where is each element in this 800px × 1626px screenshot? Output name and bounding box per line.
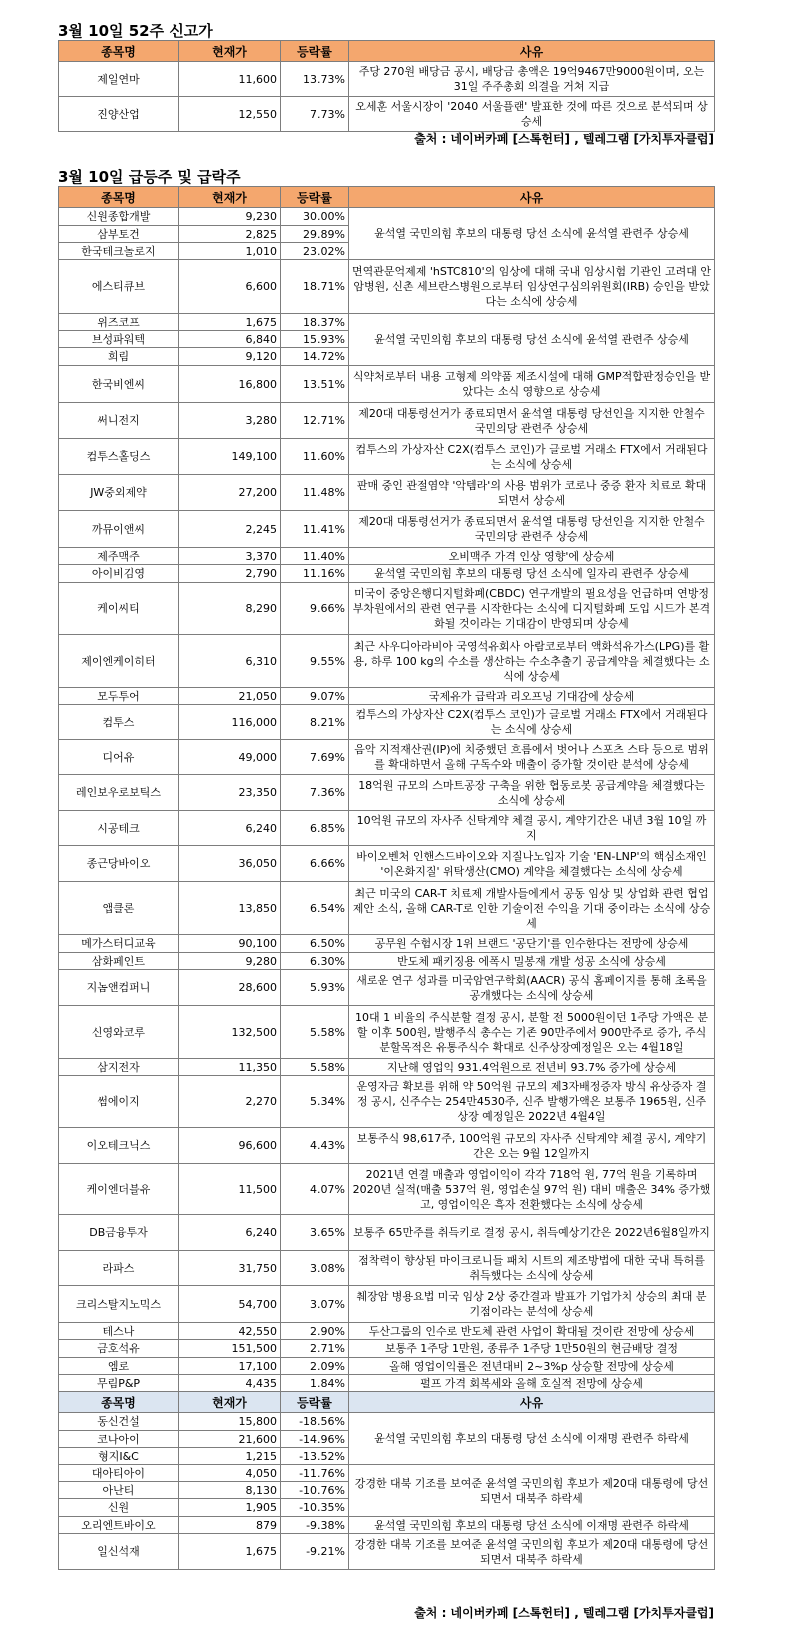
table-row	[59, 1286, 715, 1323]
table-row	[59, 970, 715, 1006]
table-row	[59, 208, 715, 226]
reason: 제20대 대통령선거가 종료되면서 윤석열 대통령 당선인을 지지한 안철수 국민의당 관련주 상승세	[349, 511, 715, 548]
stock-name: DB금융투자	[59, 1215, 179, 1251]
reason: 췌장암 병용요법 미국 임상 2상 중간결과 발표가 기업가치 상승의 최대 분기점이라는 분석에 상승세	[349, 1286, 715, 1323]
stock-name: 대아티아이	[59, 1465, 179, 1482]
change-rate: 3.08%	[281, 1251, 349, 1286]
table-row	[59, 97, 715, 132]
reason: 최근 사우디아라비아 국영석유회사 아람코로부터 액화석유가스(LPG)를 활용, 하루 100 kg의 수소를 생산하는 수소추출기 공급계약을 체결했다는 소식에 상승세	[349, 635, 715, 688]
stock-name: 모두투어	[59, 688, 179, 705]
reason: 최근 미국의 CAR-T 치료제 개발사들에게서 공동 임상 및 상업화 관련 협업 제안 소식, 올해 CAR-T로 인한 기술이전 수익을 기대 중이라는 소식에 상승세	[349, 882, 715, 935]
current-price: 23,350	[179, 775, 281, 811]
stock-name: 위즈코프	[59, 314, 179, 331]
change-rate: 6.50%	[281, 935, 349, 953]
change-rate: 11.48%	[281, 475, 349, 511]
table-row	[59, 1340, 715, 1358]
current-price: 116,000	[179, 705, 281, 740]
current-price: 27,200	[179, 475, 281, 511]
reason: 펄프 가격 회복세와 올해 호실적 전망에 상승세	[349, 1375, 715, 1392]
reason: 강경한 대북 기조를 보여준 윤석열 국민의힘 후보가 제20대 대통령에 당선되면서 대북주 하락세	[349, 1465, 715, 1517]
stock-name: JW중외제약	[59, 475, 179, 511]
change-rate: 5.93%	[281, 970, 349, 1006]
losers-header-price: 현재가	[179, 1392, 281, 1413]
stock-name: 삼화페인트	[59, 953, 179, 970]
current-price: 21,050	[179, 688, 281, 705]
change-rate: 11.41%	[281, 511, 349, 548]
current-price: 9,120	[179, 348, 281, 366]
table-row	[59, 1006, 715, 1059]
reason: 미국이 중앙은행디지털화폐(CBDC) 연구개발의 필요성을 언급하며 연방정부차원에서의 관련 연구를 시작한다는 소식에 디지털화폐 도입 시드가 본격화될 것이라는 기대감이 반영되며 상승세	[349, 583, 715, 635]
table-row	[59, 635, 715, 688]
reason: 지난해 영업익 931.4억원으로 전년비 93.7% 증가에 상승세	[349, 1059, 715, 1076]
reason: 바이오벤처 인핸스드바이오와 지질나노입자 기술 'EN-LNP'의 핵심소재인 '이온화지질' 위탁생산(CMO) 계약을 체결했다는 소식에 상승세	[349, 846, 715, 882]
change-rate: 30.00%	[281, 208, 349, 226]
stock-name: 테스나	[59, 1323, 179, 1340]
table-row	[59, 62, 715, 97]
reason: 10억원 규모의 자사주 신탁계약 체결 공시, 계약기간은 내년 3월 10일 까지	[349, 811, 715, 846]
header-price: 현재가	[179, 41, 281, 62]
current-price: 9,280	[179, 953, 281, 970]
current-price: 90,100	[179, 935, 281, 953]
header-change: 등락률	[281, 187, 349, 208]
table-row	[59, 953, 715, 970]
current-price: 149,100	[179, 439, 281, 475]
stock-name: 디어유	[59, 740, 179, 775]
current-price: 2,790	[179, 565, 281, 583]
table-row	[59, 882, 715, 935]
stock-name: 삼지전자	[59, 1059, 179, 1076]
reason: 반도체 패키징용 에폭시 밀봉재 개발 성공 소식에 상승세	[349, 953, 715, 970]
stock-name: 까뮤이앤씨	[59, 511, 179, 548]
change-rate: 4.07%	[281, 1164, 349, 1215]
table-row	[59, 935, 715, 953]
stock-name: 코나아이	[59, 1431, 179, 1448]
stock-name: 시공테크	[59, 811, 179, 846]
change-rate: 7.73%	[281, 97, 349, 132]
table-52week-high	[58, 40, 715, 132]
reason: 윤석열 국민의힘 후보의 대통령 당선 소식에 이재명 관련주 하락세	[349, 1413, 715, 1465]
stock-name: 에스티큐브	[59, 260, 179, 314]
stock-name: 이오테크닉스	[59, 1128, 179, 1164]
section-title-52week-high: 3월 10일 52주 신고가	[58, 22, 213, 40]
change-rate: 5.58%	[281, 1059, 349, 1076]
stock-name: 지놈앤컴퍼니	[59, 970, 179, 1006]
change-rate: -9.38%	[281, 1517, 349, 1534]
stock-name: 케이엔더블유	[59, 1164, 179, 1215]
header-price: 현재가	[179, 187, 281, 208]
reason: 오세훈 서울시장이 '2040 서울플랜' 발표한 것에 따른 것으로 분석되며 상승세	[349, 97, 715, 132]
current-price: 12,550	[179, 97, 281, 132]
header-name: 종목명	[59, 41, 179, 62]
current-price: 54,700	[179, 1286, 281, 1323]
reason: 윤석열 국민의힘 후보의 대통령 당선 소식에 일자리 관련주 상승세	[349, 565, 715, 583]
table-row	[59, 1375, 715, 1392]
stock-name: 진양산업	[59, 97, 179, 132]
stock-name: 크리스탈지노믹스	[59, 1286, 179, 1323]
table-row	[59, 775, 715, 811]
change-rate: -10.76%	[281, 1482, 349, 1499]
stock-name: 한국비엔씨	[59, 366, 179, 403]
change-rate: 1.84%	[281, 1375, 349, 1392]
reason: 18억원 규모의 스마트공장 구축을 위한 협동로봇 공급계약을 체결했다는 소식에 상승세	[349, 775, 715, 811]
change-rate: 9.07%	[281, 688, 349, 705]
change-rate: -14.96%	[281, 1431, 349, 1448]
table-row	[59, 260, 715, 314]
reason: 점착력이 향상된 마이크로니들 패치 시트의 제조방법에 대한 국내 특허를 취득했다는 소식에 상승세	[349, 1251, 715, 1286]
change-rate: 2.90%	[281, 1323, 349, 1340]
current-price: 132,500	[179, 1006, 281, 1059]
change-rate: 9.55%	[281, 635, 349, 688]
reason: 윤석열 국민의힘 후보의 대통령 당선 소식에 윤석열 관련주 상승세	[349, 314, 715, 366]
section-title-movers: 3월 10일 급등주 및 급락주	[58, 168, 241, 186]
reason: 새로운 연구 성과를 미국암연구학회(AACR) 공식 홈페이지를 통해 초록을 공개했다는 소식에 상승세	[349, 970, 715, 1006]
table-row	[59, 1128, 715, 1164]
change-rate: 2.71%	[281, 1340, 349, 1358]
current-price: 6,310	[179, 635, 281, 688]
stock-name: 레인보우로보틱스	[59, 775, 179, 811]
current-price: 2,270	[179, 1076, 281, 1128]
current-price: 8,130	[179, 1482, 281, 1499]
header-reason: 사유	[349, 187, 715, 208]
header-name: 종목명	[59, 187, 179, 208]
change-rate: 8.21%	[281, 705, 349, 740]
current-price: 11,500	[179, 1164, 281, 1215]
losers-header-change: 등락률	[281, 1392, 349, 1413]
table-row	[59, 439, 715, 475]
stock-name: 희림	[59, 348, 179, 366]
stock-name: 엠로	[59, 1358, 179, 1375]
change-rate: 4.43%	[281, 1128, 349, 1164]
current-price: 4,435	[179, 1375, 281, 1392]
reason: 면역관문억제제 'hSTC810'의 임상에 대해 국내 임상시험 기관인 고려대 안암병원, 신촌 세브란스병원으로부터 임상연구심의위원회(IRB) 승인을 받았다는 소식에 상승세	[349, 260, 715, 314]
table-row	[59, 511, 715, 548]
stock-name: 케이씨티	[59, 583, 179, 635]
table-row	[59, 403, 715, 439]
current-price: 17,100	[179, 1358, 281, 1375]
reason: 2021년 연결 매출과 영업이익이 각각 718억 원, 77억 원을 기록하며 2020년 실적(매출 537억 원, 영업손실 97억 원) 대비 매출은 34% 증가했고, 영업이익은 흑자 전환했다는 소식에 상승세	[349, 1164, 715, 1215]
reason: 보통주 65만주를 취득키로 결정 공시, 취득예상기간은 2022년6월8일까지	[349, 1215, 715, 1251]
source-note: 출처 : 네이버카페 [스톡헌터] , 텔레그램 [가치투자클럽]	[414, 132, 714, 146]
change-rate: 15.93%	[281, 331, 349, 348]
stock-name: 오리엔트바이오	[59, 1517, 179, 1534]
stock-name: 삼부토건	[59, 226, 179, 243]
change-rate: -10.35%	[281, 1499, 349, 1517]
change-rate: 9.66%	[281, 583, 349, 635]
current-price: 1,675	[179, 314, 281, 331]
stock-name: 한국테크놀로지	[59, 243, 179, 260]
stock-name: 컴투스홀딩스	[59, 439, 179, 475]
current-price: 3,280	[179, 403, 281, 439]
reason: 오비맥주 가격 인상 영향'에 상승세	[349, 548, 715, 565]
change-rate: 6.66%	[281, 846, 349, 882]
table-row	[59, 811, 715, 846]
stock-name: 제주맥주	[59, 548, 179, 565]
change-rate: 29.89%	[281, 226, 349, 243]
reason: 판매 중인 관절염약 '악템라'의 사용 범위가 코로나 중증 환자 치료로 확대되면서 상승세	[349, 475, 715, 511]
current-price: 6,240	[179, 811, 281, 846]
table-row	[59, 740, 715, 775]
change-rate: 11.16%	[281, 565, 349, 583]
current-price: 8,290	[179, 583, 281, 635]
stock-name: 형지I&C	[59, 1448, 179, 1465]
change-rate: 5.34%	[281, 1076, 349, 1128]
stock-name: 제이엔케이히터	[59, 635, 179, 688]
current-price: 1,675	[179, 1534, 281, 1570]
reason: 컴투스의 가상자산 C2X(컴투스 코인)가 글로벌 거래소 FTX에서 거래된다는 소식에 상승세	[349, 705, 715, 740]
table-row	[59, 1358, 715, 1375]
change-rate: 11.60%	[281, 439, 349, 475]
table-row	[59, 314, 715, 331]
change-rate: -11.76%	[281, 1465, 349, 1482]
table-row	[59, 1534, 715, 1570]
current-price: 9,230	[179, 208, 281, 226]
change-rate: -9.21%	[281, 1534, 349, 1570]
losers-header-name: 종목명	[59, 1392, 179, 1413]
change-rate: 3.65%	[281, 1215, 349, 1251]
current-price: 4,050	[179, 1465, 281, 1482]
table-row	[59, 1059, 715, 1076]
change-rate: 18.37%	[281, 314, 349, 331]
stock-name: 라파스	[59, 1251, 179, 1286]
stock-name: 아난티	[59, 1482, 179, 1499]
table-row	[59, 846, 715, 882]
current-price: 11,600	[179, 62, 281, 97]
change-rate: 6.54%	[281, 882, 349, 935]
reason: 컴투스의 가상자산 C2X(컴투스 코인)가 글로벌 거래소 FTX에서 거래된다는 소식에 상승세	[349, 439, 715, 475]
stock-name: 금호석유	[59, 1340, 179, 1358]
reason: 강경한 대북 기조를 보여준 윤석열 국민의힘 후보가 제20대 대통령에 당선되면서 대북주 하락세	[349, 1534, 715, 1570]
reason: 보통주식 98,617주, 100억원 규모의 자사주 신탁계약 체결 공시, 계약기간은 오는 9월 12일까지	[349, 1128, 715, 1164]
current-price: 36,050	[179, 846, 281, 882]
current-price: 31,750	[179, 1251, 281, 1286]
current-price: 6,240	[179, 1215, 281, 1251]
stock-name: 종근당바이오	[59, 846, 179, 882]
current-price: 151,500	[179, 1340, 281, 1358]
reason: 윤석열 국민의힘 후보의 대통령 당선 소식에 윤석열 관련주 상승세	[349, 208, 715, 260]
table-row	[59, 366, 715, 403]
stock-name: 썸에이지	[59, 1076, 179, 1128]
stock-name: 써니전지	[59, 403, 179, 439]
change-rate: 11.40%	[281, 548, 349, 565]
reason: 올해 영업이익률은 전년대비 2~3%p 상승할 전망에 상승세	[349, 1358, 715, 1375]
reason: 운영자금 확보를 위해 약 50억원 규모의 제3자배정증자 방식 유상증자 결정 공시, 신주수는 254만4530주, 신주 발행가액은 보통주 1965원, 신주 상장 예정일은 2022년 4월4일	[349, 1076, 715, 1128]
table-row	[59, 1215, 715, 1251]
table-row	[59, 548, 715, 565]
reason: 두산그룹의 인수로 반도체 관련 사업이 확대될 것이란 전망에 상승세	[349, 1323, 715, 1340]
current-price: 879	[179, 1517, 281, 1534]
stock-name: 무림P&P	[59, 1375, 179, 1392]
current-price: 1,215	[179, 1448, 281, 1465]
current-price: 1,905	[179, 1499, 281, 1517]
current-price: 16,800	[179, 366, 281, 403]
current-price: 6,600	[179, 260, 281, 314]
table-row	[59, 705, 715, 740]
change-rate: 13.51%	[281, 366, 349, 403]
current-price: 96,600	[179, 1128, 281, 1164]
stock-name: 신원종합개발	[59, 208, 179, 226]
current-price: 2,825	[179, 226, 281, 243]
table-row	[59, 475, 715, 511]
change-rate: 5.58%	[281, 1006, 349, 1059]
change-rate: -18.56%	[281, 1413, 349, 1431]
change-rate: -13.52%	[281, 1448, 349, 1465]
stock-name: 제일연마	[59, 62, 179, 97]
table-row	[59, 1251, 715, 1286]
change-rate: 3.07%	[281, 1286, 349, 1323]
reason: 주당 270원 배당금 공시, 배당금 총액은 19억9467만9000원이며, 오는 31일 주주총회 의결을 거쳐 지급	[349, 62, 715, 97]
table-row	[59, 1517, 715, 1534]
stock-name: 컴투스	[59, 705, 179, 740]
losers-header-reason: 사유	[349, 1392, 715, 1413]
source-note-bottom: 출처 : 네이버카페 [스톡헌터] , 텔레그램 [가치투자클럽]	[414, 1606, 714, 1620]
reason: 국제유가 급락과 리오프닝 기대감에 상승세	[349, 688, 715, 705]
header-change: 등락률	[281, 41, 349, 62]
stock-name: 메가스터디교육	[59, 935, 179, 953]
current-price: 42,550	[179, 1323, 281, 1340]
stock-name: 신원	[59, 1499, 179, 1517]
change-rate: 12.71%	[281, 403, 349, 439]
change-rate: 6.85%	[281, 811, 349, 846]
change-rate: 6.30%	[281, 953, 349, 970]
table-row	[59, 1164, 715, 1215]
stock-name: 브성파워텍	[59, 331, 179, 348]
stock-name: 일신석재	[59, 1534, 179, 1570]
header-reason: 사유	[349, 41, 715, 62]
change-rate: 7.69%	[281, 740, 349, 775]
change-rate: 13.73%	[281, 62, 349, 97]
current-price: 13,850	[179, 882, 281, 935]
table-row	[59, 1323, 715, 1340]
change-rate: 23.02%	[281, 243, 349, 260]
current-price: 21,600	[179, 1431, 281, 1448]
reason: 공무원 수험시장 1위 브랜드 '공단기'를 인수한다는 전망에 상승세	[349, 935, 715, 953]
reason: 식약처로부터 내용 고형제 의약품 제조시설에 대해 GMP적합판정승인을 받았다는 소식 영향으로 상승세	[349, 366, 715, 403]
table-row	[59, 1413, 715, 1431]
reason: 윤석열 국민의힘 후보의 대통령 당선 소식에 이재명 관련주 하락세	[349, 1517, 715, 1534]
table-row	[59, 1076, 715, 1128]
stock-name: 아이비김영	[59, 565, 179, 583]
change-rate: 18.71%	[281, 260, 349, 314]
table-row	[59, 688, 715, 705]
stock-name: 앱클론	[59, 882, 179, 935]
table-row	[59, 583, 715, 635]
change-rate: 2.09%	[281, 1358, 349, 1375]
current-price: 28,600	[179, 970, 281, 1006]
stock-name: 신영와코루	[59, 1006, 179, 1059]
current-price: 49,000	[179, 740, 281, 775]
table-row	[59, 1465, 715, 1482]
reason: 제20대 대통령선거가 종료되면서 윤석열 대통령 당선인을 지지한 안철수 국민의당 관련주 상승세	[349, 403, 715, 439]
reason: 보통주 1주당 1만원, 종류주 1주당 1만50원의 현금배당 결정	[349, 1340, 715, 1358]
current-price: 2,245	[179, 511, 281, 548]
change-rate: 14.72%	[281, 348, 349, 366]
change-rate: 7.36%	[281, 775, 349, 811]
current-price: 1,010	[179, 243, 281, 260]
table-row	[59, 565, 715, 583]
reason: 음악 지적재산권(IP)에 치중했던 흐름에서 벗어나 스포츠 스타 등으로 범위를 확대하면서 올해 구독수와 매출이 증가할 것이란 분석에 상승세	[349, 740, 715, 775]
stock-name: 동신건설	[59, 1413, 179, 1431]
current-price: 3,370	[179, 548, 281, 565]
current-price: 15,800	[179, 1413, 281, 1431]
table-movers	[58, 186, 715, 1570]
current-price: 11,350	[179, 1059, 281, 1076]
current-price: 6,840	[179, 331, 281, 348]
reason: 10대 1 비율의 주식분할 결정 공시, 분할 전 5000원이던 1주당 가액은 분할 이후 500원, 발행주식 총수는 기존 90만주에서 900만주로 증가, 주식분할목적은 유통주식수 확대로 신주상장예정일은 오는 4월18일	[349, 1006, 715, 1059]
